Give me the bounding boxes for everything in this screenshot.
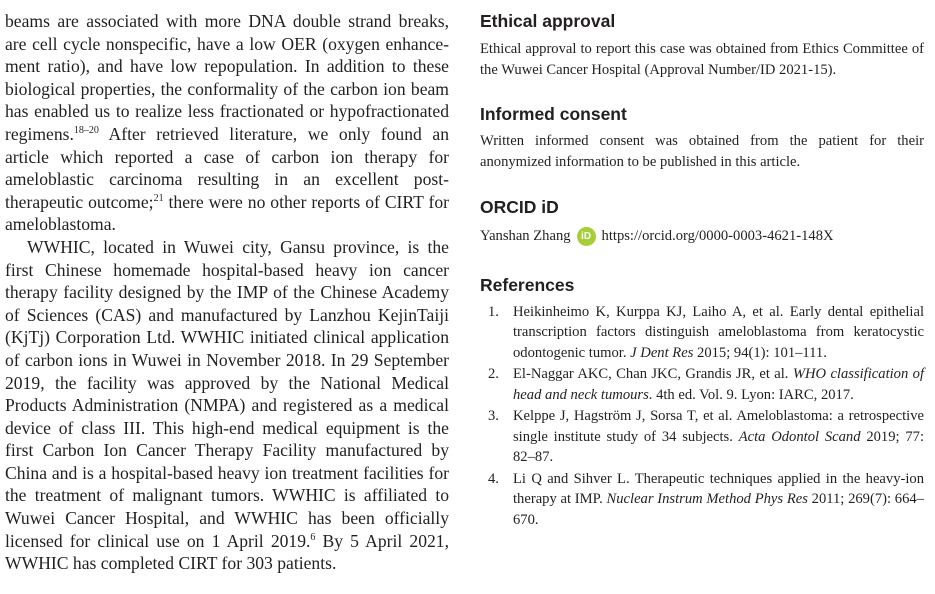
paragraph-text: there were no other reports of CIRT for ameloblastoma. xyxy=(5,191,449,235)
citation-superscript: 18–20 xyxy=(73,124,99,136)
reference-item xyxy=(480,364,924,405)
reference-source: WHO classification of head and neck tumours xyxy=(513,366,924,403)
reference-source: J Dent Res xyxy=(630,344,694,361)
informed-consent-heading: Informed consent xyxy=(480,104,627,124)
reference-details: 2011; 269(7): 664–670. xyxy=(513,491,924,528)
citation-superscript: 6 xyxy=(310,531,316,543)
reference-authors-title: El-Naggar AKC, Chan JKC, Grandis JR, et al. xyxy=(513,366,793,382)
ethical-approval-text: Ethical approval to report this case was obtained from Ethics Committee of the Wuwei Cancer Hospital (Approval Number/ID 2021-15). xyxy=(480,41,924,78)
ethical-approval-heading: Ethical approval xyxy=(480,11,616,31)
orcid-author-name: Yanshan Zhang xyxy=(480,228,571,244)
paragraph-wwhic xyxy=(5,236,449,575)
informed-consent-text: Written informed consent was obtained from the patient for their anonymized information to be published in this article. xyxy=(480,133,924,170)
reference-number: 4. xyxy=(488,470,499,487)
orcid-entry xyxy=(480,226,924,247)
reference-number: 3. xyxy=(488,408,499,424)
reference-authors-title: Heikinheimo K, Kurppa KJ, Laiho A, et al. Early dental epithelial transcription factors distinguish ameloblastoma from keratocystic odontogenic tumor. xyxy=(513,303,924,361)
paragraph-text: beams are associated with more DNA double strand breaks, are cell cycle nonspecific, have a low OER (oxygen enhancement ratio), and have low repopulation. In addition to these biological properties, the conformality of the carbon ion beam has enabled us to realize less fractionated or hypofractionated regimens. xyxy=(5,11,449,144)
orcid-heading: ORCID iD xyxy=(480,197,559,217)
references-heading: References xyxy=(480,274,575,295)
reference-item xyxy=(480,469,924,531)
reference-authors-title: Li Q and Sihver L. Therapeutic techniques applied in the heavy-ion therapy at IMP. xyxy=(513,470,924,507)
reference-item xyxy=(480,302,924,364)
reference-number: 2. xyxy=(488,366,499,382)
paragraph-text: By 5 April 2021, WWHIC has completed CIRT for 303 patients. xyxy=(5,530,449,574)
paragraph-text: After retrieved literature, we only found an article which reported a case of carbon ion therapy for ameloblastic carcinoma resulting in an excellent post-therapeutic outcome; xyxy=(5,123,449,212)
reference-source: Acta Odontol Scand xyxy=(738,428,861,445)
reference-source: Nuclear Instrum Method Phys Res xyxy=(606,491,808,507)
body-text-column xyxy=(5,10,449,575)
orcid-link[interactable]: https://orcid.org/0000-0003-4621-148X xyxy=(601,228,834,244)
reference-item xyxy=(480,406,924,468)
reference-number: 1. xyxy=(488,303,499,320)
reference-authors-title: Kelppe J, Hagström J, Sorsa T, et al. Ameloblastoma: a retrospective single institute study of 34 subjects. xyxy=(513,408,924,445)
reference-details: 2015; 94(1): 101–111. xyxy=(693,344,827,361)
paragraph-text: WWHIC, located in Wuwei city, Gansu province, is the first Chinese homemade hospital-based heavy ion cancer therapy facility designed by the IMP of the Chinese Academy of Sciences (CAS) and manufactured by Lanzhou KejinTaiji (KjTj) Corporation Ltd. WWHIC initiated clinical application of carbon ions in Wuwei in November 2018. In 29 September 2019, the facility was approved by the National Medical Products Administration (NMPA) and registered as a medical device of class III. This high-end medical equipment is the first Carbon Ion Cancer Therapy Facility manufactured by China and is a hospital-based heavy ion treatment facilities for the treatment of malignant tumors. WWHIC is affiliated to Wuwei Cancer Hospital, and WWHIC has been officially licensed for clinical use on 1 April 2019. xyxy=(5,236,449,551)
references-list xyxy=(480,302,924,531)
reference-details: . 4th ed. Vol. 9. Lyon: IARC, 2017. xyxy=(648,386,854,403)
paragraph-carbon-ion-biology xyxy=(5,10,449,236)
orcid-icon: iD xyxy=(577,227,596,246)
reference-details: 2019; 77: 82–87. xyxy=(513,428,925,465)
citation-superscript: 21 xyxy=(153,192,164,204)
back-matter-column xyxy=(480,10,924,531)
